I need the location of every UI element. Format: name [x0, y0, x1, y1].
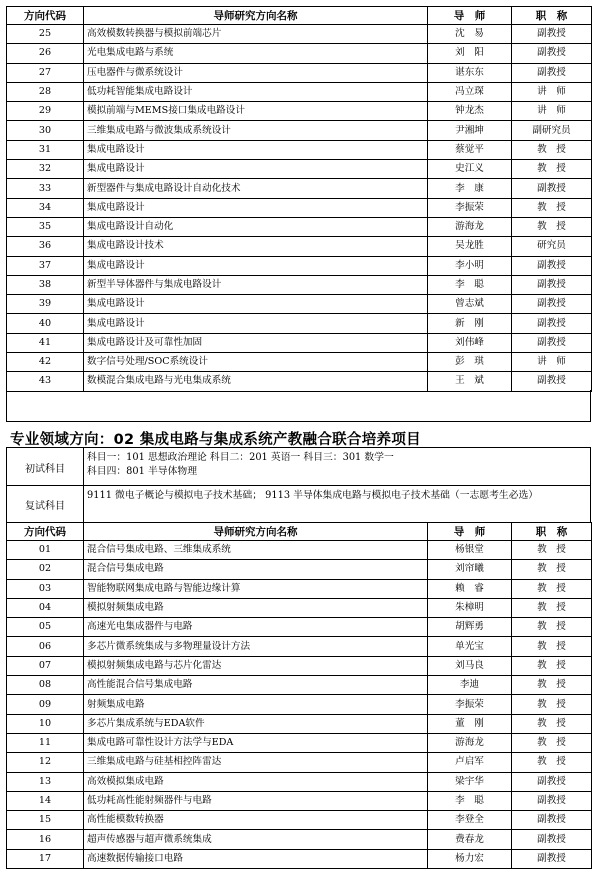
header-direction: 导师研究方向名称 — [84, 7, 428, 25]
cell-supervisor: 杨银堂 — [428, 541, 512, 560]
cell-direction: 数字信号处理/SOC系统设计 — [84, 353, 428, 372]
cell-supervisor: 曾志斌 — [428, 295, 512, 314]
cell-supervisor: 李振荣 — [428, 198, 512, 217]
cell-title: 副教授 — [512, 25, 592, 44]
cell-supervisor: 赖 睿 — [428, 579, 512, 598]
exam-subjects-box — [6, 447, 591, 522]
cell-title: 副教授 — [512, 811, 592, 830]
first-exam-line2: 科目四：801 半导体物理 — [87, 466, 197, 477]
cell-title: 教 授 — [512, 714, 592, 733]
cell-supervisor: 李振荣 — [428, 695, 512, 714]
table-row — [7, 25, 592, 44]
cell-code: 33 — [7, 179, 84, 198]
table-row — [7, 102, 592, 121]
cell-supervisor: 蔡觉平 — [428, 140, 512, 159]
cell-direction: 新型器件与集成电路设计自动化技术 — [84, 179, 428, 198]
cell-direction: 集成电路设计技术 — [84, 237, 428, 256]
cell-supervisor: 董 刚 — [428, 714, 512, 733]
first-exam-line1: 科目一：101 思想政治理论 科目二：201 英语一 科目三：301 数学一 — [87, 452, 394, 463]
table-row — [7, 179, 592, 198]
cell-direction: 超声传感器与超声微系统集成 — [84, 830, 428, 849]
header-direction: 导师研究方向名称 — [84, 523, 428, 541]
table-row — [7, 753, 592, 772]
cell-direction: 高速数据传输接口电路 — [84, 849, 428, 868]
cell-code: 34 — [7, 198, 84, 217]
cell-code: 39 — [7, 295, 84, 314]
supervisor-table-1 — [6, 6, 592, 392]
cell-direction: 高性能混合信号集成电路 — [84, 676, 428, 695]
cell-supervisor: 谌东东 — [428, 63, 512, 82]
table-row — [7, 676, 592, 695]
cell-supervisor: 单光宝 — [428, 637, 512, 656]
table-row — [7, 333, 592, 352]
cell-direction: 集成电路设计自动化 — [84, 217, 428, 236]
table-row — [7, 618, 592, 637]
table-header — [7, 7, 592, 25]
cell-title: 副教授 — [512, 44, 592, 63]
cell-code: 11 — [7, 733, 84, 752]
cell-code: 05 — [7, 618, 84, 637]
first-exam-text — [87, 451, 587, 479]
cell-code: 06 — [7, 637, 84, 656]
cell-title: 副教授 — [512, 314, 592, 333]
cell-supervisor: 新 刚 — [428, 314, 512, 333]
retest-text: 9111 微电子概论与模拟电子技术基础； 9113 半导体集成电路与模拟电子技术基础（一志愿考生必选） — [87, 490, 539, 501]
cell-title: 副教授 — [512, 372, 592, 391]
retest-row — [7, 485, 590, 522]
cell-supervisor: 费春龙 — [428, 830, 512, 849]
cell-supervisor: 冯立琛 — [428, 82, 512, 101]
cell-direction: 光电集成电路与系统 — [84, 44, 428, 63]
table-row — [7, 275, 592, 294]
cell-title: 副教授 — [512, 63, 592, 82]
cell-direction: 数模混合集成电路与光电集成系统 — [84, 372, 428, 391]
cell-direction: 压电器件与微系统设计 — [84, 63, 428, 82]
cell-title: 教 授 — [512, 598, 592, 617]
header-title: 职 称 — [512, 7, 592, 25]
cell-code: 41 — [7, 333, 84, 352]
cell-code: 08 — [7, 676, 84, 695]
cell-title: 副研究员 — [512, 121, 592, 140]
table-row — [7, 314, 592, 333]
cell-code: 17 — [7, 849, 84, 868]
cell-title: 副教授 — [512, 830, 592, 849]
table-row — [7, 372, 592, 391]
cell-title: 教 授 — [512, 541, 592, 560]
cell-supervisor: 李小明 — [428, 256, 512, 275]
cell-direction: 集成电路设计 — [84, 314, 428, 333]
cell-title: 教 授 — [512, 217, 592, 236]
table-body-1 — [7, 25, 592, 392]
cell-direction: 模拟射频集成电路 — [84, 598, 428, 617]
cell-title: 研究员 — [512, 237, 592, 256]
cell-supervisor: 游海龙 — [428, 733, 512, 752]
cell-direction: 多芯片微系统集成与多物理量设计方法 — [84, 637, 428, 656]
cell-title: 讲 师 — [512, 353, 592, 372]
cell-direction: 混合信号集成电路 — [84, 560, 428, 579]
cell-title: 副教授 — [512, 791, 592, 810]
cell-supervisor: 杨力宏 — [428, 849, 512, 868]
cell-title: 教 授 — [512, 753, 592, 772]
cell-supervisor: 沈 易 — [428, 25, 512, 44]
cell-direction: 低功耗智能集成电路设计 — [84, 82, 428, 101]
supervisor-table-2 — [6, 522, 592, 869]
cell-supervisor: 李 聪 — [428, 791, 512, 810]
table-row — [7, 772, 592, 791]
cell-title: 教 授 — [512, 579, 592, 598]
cell-direction: 高效模数转换器与模拟前端芯片 — [84, 25, 428, 44]
table-row — [7, 237, 592, 256]
cell-direction: 混合信号集成电路、三维集成系统 — [84, 541, 428, 560]
cell-title: 讲 师 — [512, 82, 592, 101]
cell-code: 38 — [7, 275, 84, 294]
cell-direction: 智能物联网集成电路与智能边缘计算 — [84, 579, 428, 598]
table-row — [7, 637, 592, 656]
cell-supervisor: 胡辉勇 — [428, 618, 512, 637]
table-row — [7, 217, 592, 236]
table-header — [7, 523, 592, 541]
cell-direction: 模拟射频集成电路与芯片化雷达 — [84, 656, 428, 675]
cell-supervisor: 李迪 — [428, 676, 512, 695]
cell-supervisor: 刘 阳 — [428, 44, 512, 63]
table-row — [7, 160, 592, 179]
cell-code: 03 — [7, 579, 84, 598]
cell-code: 26 — [7, 44, 84, 63]
table-row — [7, 140, 592, 159]
table-row — [7, 541, 592, 560]
cell-code: 30 — [7, 121, 84, 140]
cell-supervisor: 李 聪 — [428, 275, 512, 294]
cell-direction: 低功耗高性能射频器件与电路 — [84, 791, 428, 810]
cell-supervisor: 朱樟明 — [428, 598, 512, 617]
table-body-2 — [7, 541, 592, 869]
cell-direction: 高效模拟集成电路 — [84, 772, 428, 791]
cell-title: 教 授 — [512, 618, 592, 637]
cell-title: 讲 师 — [512, 102, 592, 121]
cell-direction: 集成电路设计 — [84, 295, 428, 314]
cell-title: 副教授 — [512, 333, 592, 352]
table-row — [7, 63, 592, 82]
table-row — [7, 121, 592, 140]
cell-title: 副教授 — [512, 275, 592, 294]
cell-code: 02 — [7, 560, 84, 579]
cell-direction: 集成电路设计 — [84, 140, 428, 159]
cell-title: 教 授 — [512, 160, 592, 179]
cell-direction: 集成电路设计及可靠性加固 — [84, 333, 428, 352]
first-exam-row — [7, 448, 590, 485]
cell-code: 12 — [7, 753, 84, 772]
cell-code: 27 — [7, 63, 84, 82]
cell-supervisor: 李 康 — [428, 179, 512, 198]
cell-supervisor: 李登全 — [428, 811, 512, 830]
first-exam-label: 初试科目 — [25, 464, 65, 475]
cell-code: 15 — [7, 811, 84, 830]
cell-direction: 集成电路设计 — [84, 160, 428, 179]
cell-supervisor: 钟龙杰 — [428, 102, 512, 121]
cell-direction: 模拟前端与MEMS接口集成电路设计 — [84, 102, 428, 121]
cell-supervisor: 尹湘坤 — [428, 121, 512, 140]
cell-code: 10 — [7, 714, 84, 733]
cell-direction: 新型半导体器件与集成电路设计 — [84, 275, 428, 294]
cell-code: 32 — [7, 160, 84, 179]
cell-title: 教 授 — [512, 198, 592, 217]
cell-title: 教 授 — [512, 560, 592, 579]
table-row — [7, 656, 592, 675]
cell-direction: 射频集成电路 — [84, 695, 428, 714]
cell-title: 副教授 — [512, 772, 592, 791]
cell-direction: 集成电路设计 — [84, 256, 428, 275]
cell-code: 25 — [7, 25, 84, 44]
blank-row — [6, 390, 591, 422]
cell-code: 13 — [7, 772, 84, 791]
cell-code: 04 — [7, 598, 84, 617]
cell-supervisor: 王 斌 — [428, 372, 512, 391]
header-code: 方向代码 — [7, 7, 84, 25]
cell-code: 37 — [7, 256, 84, 275]
cell-code: 09 — [7, 695, 84, 714]
header-supervisor: 导 师 — [428, 523, 512, 541]
cell-direction: 高速光电集成器件与电路 — [84, 618, 428, 637]
cell-title: 教 授 — [512, 656, 592, 675]
cell-code: 40 — [7, 314, 84, 333]
header-supervisor: 导 师 — [428, 7, 512, 25]
cell-title: 副教授 — [512, 849, 592, 868]
table-row — [7, 44, 592, 63]
cell-code: 28 — [7, 82, 84, 101]
cell-title: 教 授 — [512, 733, 592, 752]
cell-supervisor: 梁宇华 — [428, 772, 512, 791]
cell-direction: 三维集成电路与硅基相控阵雷达 — [84, 753, 428, 772]
cell-title: 副教授 — [512, 295, 592, 314]
cell-code: 16 — [7, 830, 84, 849]
cell-title: 教 授 — [512, 695, 592, 714]
cell-supervisor: 史江义 — [428, 160, 512, 179]
cell-code: 14 — [7, 791, 84, 810]
header-title: 职 称 — [512, 523, 592, 541]
cell-direction: 多芯片集成系统与EDA软件 — [84, 714, 428, 733]
table-row — [7, 830, 592, 849]
cell-supervisor: 彭 琪 — [428, 353, 512, 372]
section-title: 专业领域方向：02 集成电路与集成系统产教融合联合培养项目 — [10, 432, 421, 448]
retest-label: 复试科目 — [25, 501, 65, 512]
cell-code: 36 — [7, 237, 84, 256]
cell-code: 31 — [7, 140, 84, 159]
table-row — [7, 695, 592, 714]
cell-supervisor: 刘马良 — [428, 656, 512, 675]
cell-supervisor: 刘帘曦 — [428, 560, 512, 579]
cell-direction: 集成电路可靠性设计方法学与EDA — [84, 733, 428, 752]
cell-code: 29 — [7, 102, 84, 121]
section-block — [6, 390, 591, 522]
table-row — [7, 560, 592, 579]
table-row — [7, 353, 592, 372]
cell-code: 35 — [7, 217, 84, 236]
cell-supervisor: 游海龙 — [428, 217, 512, 236]
cell-code: 43 — [7, 372, 84, 391]
table-row — [7, 811, 592, 830]
table-row — [7, 598, 592, 617]
header-code: 方向代码 — [7, 523, 84, 541]
table-row — [7, 82, 592, 101]
cell-code: 01 — [7, 541, 84, 560]
cell-direction: 三维集成电路与微波集成系统设计 — [84, 121, 428, 140]
table-row — [7, 733, 592, 752]
cell-code: 07 — [7, 656, 84, 675]
cell-title: 副教授 — [512, 256, 592, 275]
cell-title: 副教授 — [512, 179, 592, 198]
cell-direction: 高性能模数转换器 — [84, 811, 428, 830]
table-row — [7, 714, 592, 733]
table-row — [7, 295, 592, 314]
cell-supervisor: 刘伟峰 — [428, 333, 512, 352]
cell-supervisor: 吴龙胜 — [428, 237, 512, 256]
cell-supervisor: 卢启军 — [428, 753, 512, 772]
cell-title: 教 授 — [512, 637, 592, 656]
table-row — [7, 256, 592, 275]
table-row — [7, 849, 592, 868]
table-row — [7, 579, 592, 598]
cell-direction: 集成电路设计 — [84, 198, 428, 217]
cell-title: 教 授 — [512, 676, 592, 695]
cell-title: 教 授 — [512, 140, 592, 159]
table-row — [7, 791, 592, 810]
cell-code: 42 — [7, 353, 84, 372]
table-row — [7, 198, 592, 217]
